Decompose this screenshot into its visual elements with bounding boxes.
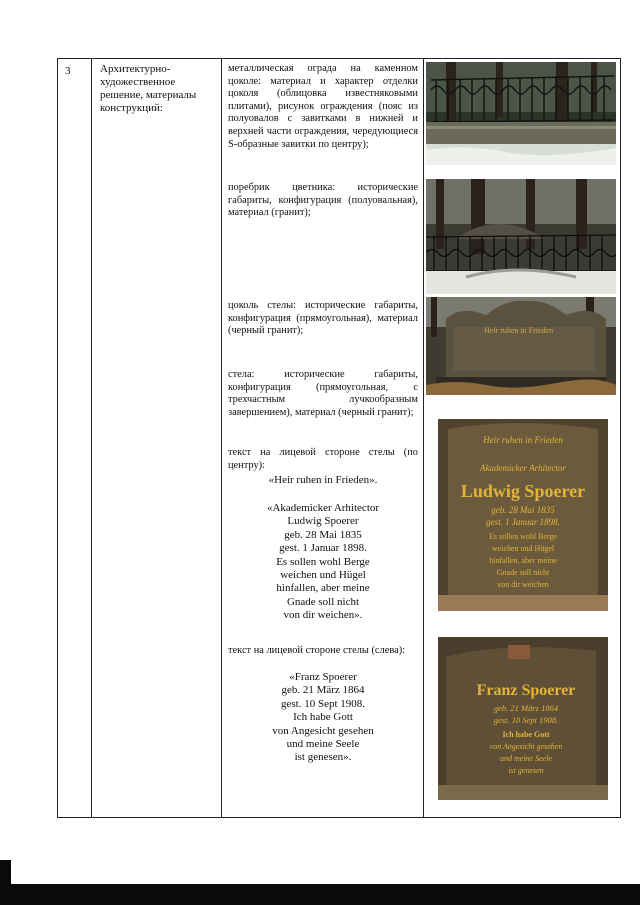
photo5-line: geb. 21 März 1864 [493,703,559,713]
photo4-line: Akademicker Arhitector [480,463,566,473]
inscription-line: geb. 21 März 1864 [281,684,365,697]
photo5-line: Ich habe Gott [502,730,550,739]
criterion-label: Архитектурно-художественное решение, материалы конструкций: [100,63,197,114]
stele-description: стела: исторические габариты, конфигурация (прямоугольная, с трехчастным лучкообразным завершением), материал (черный гранит); [228,369,418,418]
column-divider [423,59,424,817]
inscription-line: gest. 10 Sept 1908. [280,697,366,710]
photo4-line: weichen und Hügel [491,544,555,553]
fence-description: металлическая ограда на каменном цоколе: материал и характер отделки цоколя (облицовка известняковыми плитами), рисунок ограждения (пояс из полуовалов с завитками в нижней и верхней части ограждения, чередующиеся S-образные завитки по центру); [228,63,418,150]
photo5-line: und meine Seele [500,754,552,763]
photo-fence [426,62,616,165]
column-divider [91,59,92,817]
scan-edge [0,860,11,884]
photo4-line: Heir ruhen in Frieden [483,435,563,445]
document-table [57,58,621,818]
inscription-line: Ludwig Spoerer [287,515,359,528]
photo-inscription-left [438,637,608,800]
row-number: 3 [65,65,71,77]
photo-inscription-center [438,419,608,611]
inscription-line: Es sollen wohl Berge [276,555,370,568]
inscription-line: «Franz Spoerer [289,671,357,683]
photo-caption: Heir ruhen in Frieden [484,326,554,335]
front-text-motto: «Heir ruhen in Frieden». [268,474,378,486]
column-divider [221,59,222,817]
photo5-line: von Angesicht gesehen [489,742,563,751]
photo-stele [426,297,616,395]
photo5-line: gest. 10 Sept 1908. [493,715,559,725]
left-text-label: текст на лицевой стороне стелы (слева): [228,645,406,656]
photo4-line: Es sollen wohl Berge [488,532,558,541]
inscription-line: hinfallen, aber meine [276,582,370,595]
inscription-line: ist genesen». [294,751,352,764]
photo-border [426,179,616,294]
inscription-line: weichen und Hügel [280,569,366,582]
inscription-line: Ich habe Gott [293,711,353,724]
scan-bottom-band [0,884,640,905]
inscription-center [228,502,418,623]
inscription-left [228,671,418,765]
photo4-line: Ludwig Spoerer [460,481,586,501]
plinth-description: цоколь стелы: исторические габариты, конфигурация (прямоугольная), материал (черный гранит); [228,300,418,337]
photo4-line: von dir weichen [497,580,549,589]
photo4-line: geb. 28 Mai 1835 [491,505,555,515]
inscription-line: geb. 28 Mai 1835 [284,528,362,541]
photo4-line: hinfallen, aber meine [489,556,557,565]
inscription-line: von Angesicht gesehen [272,724,374,737]
inscription-line: «Akademicker Arhitector [266,502,380,514]
border-description: поребрик цветника: исторические габариты, конфигурация (полуовальная), материал (гранит); [228,182,418,219]
front-text-label: текст на лицевой стороне стелы (по центру): [228,447,418,471]
photo4-line: gest. 1 Januar 1898. [486,517,560,527]
inscription-line: gest. 1 Januar 1898. [279,542,367,555]
photo4-line: Gnade soll nicht [496,568,550,577]
inscription-line: und meine Seele [286,738,360,751]
photo5-line: ist genesen [508,766,544,775]
inscription-line: Gnade soll nicht [286,595,360,608]
photo5-line: Franz Spoerer [476,682,576,699]
inscription-line: von dir weichen». [283,609,363,622]
